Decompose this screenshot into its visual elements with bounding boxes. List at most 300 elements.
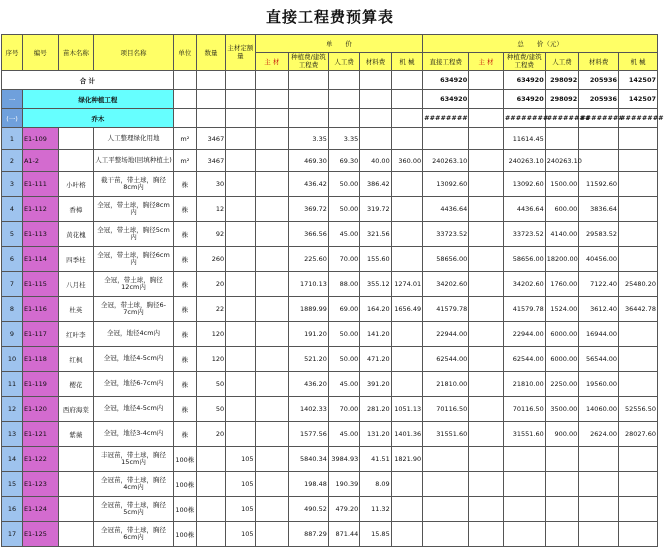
seq-cell: 9 (2, 322, 23, 347)
table-row (2, 372, 658, 397)
seq-cell: 8 (2, 297, 23, 322)
main-material-cell (255, 297, 289, 322)
total-material-cell (579, 447, 619, 472)
header-direct-fee: 直接工程费 (423, 53, 469, 71)
labor-cell: 45.00 (328, 422, 359, 447)
header-plant: 苗木名称 (58, 35, 94, 71)
header-unit: 单位 (173, 35, 196, 71)
total-machine-cell: 28027.60 (619, 422, 658, 447)
header-material: 材料费 (360, 53, 391, 71)
total-plant-build-fee-cell: 62544.00 (503, 347, 545, 372)
total-machine-cell (619, 497, 658, 522)
header-total-main-material: 主 材 (469, 53, 504, 71)
seq-cell: 4 (2, 197, 23, 222)
tree-seq: (一) (2, 109, 23, 128)
seq-cell: 13 (2, 422, 23, 447)
plant-cell (58, 447, 94, 472)
total-main-material-cell (469, 297, 504, 322)
material-cell: 355.12 (360, 272, 391, 297)
qty-cell: 20 (196, 272, 225, 297)
unit-cell: 株 (173, 222, 196, 247)
qty-cell: 3467 (196, 128, 225, 150)
unit-cell: 株 (173, 247, 196, 272)
table-row (2, 422, 658, 447)
total-main-material-cell (469, 372, 504, 397)
machine-cell: 1274.01 (391, 272, 422, 297)
unit-cell: 株 (173, 372, 196, 397)
plant-build-fee-cell: 1577.56 (289, 422, 329, 447)
code-cell: A1-2 (22, 150, 58, 172)
qty-cell: 50 (196, 397, 225, 422)
item-cell: 全冠，带土球，胸径5cm内 (94, 222, 174, 247)
total-material-cell: 56544.00 (579, 347, 619, 372)
material-cell: 471.20 (360, 347, 391, 372)
total-material-cell (579, 497, 619, 522)
material-cell: 11.32 (360, 497, 391, 522)
total-main-material-cell (469, 128, 504, 150)
main-material-cell (255, 247, 289, 272)
quota-cell (226, 397, 255, 422)
material-cell: 8.09 (360, 472, 391, 497)
total-labor-cell: 1500.00 (545, 172, 579, 197)
table-row (2, 322, 658, 347)
labor-cell: 3984.93 (328, 447, 359, 472)
plant-cell: 红枫 (58, 347, 94, 372)
total-machine-cell (619, 447, 658, 472)
item-cell: 全冠，带土球，胸径6cm内 (94, 247, 174, 272)
item-cell: 全冠，地径6-7cm内 (94, 372, 174, 397)
total-main-material-cell (469, 522, 504, 547)
budget-table (1, 34, 664, 547)
main-material-cell (255, 347, 289, 372)
item-cell: 全冠，带土球，胸径12cm内 (94, 272, 174, 297)
tree-hash-labor: ######## (545, 109, 579, 128)
total-machine-cell (619, 347, 658, 372)
seq-cell: 2 (2, 150, 23, 172)
total-labor: 298092 (545, 71, 579, 90)
total-machine-cell: 25480.20 (619, 272, 658, 297)
material-cell: 141.20 (360, 322, 391, 347)
plant-cell (58, 128, 94, 150)
code-cell: E1-120 (22, 397, 58, 422)
green-row (2, 90, 658, 109)
header-labor: 人工费 (328, 53, 359, 71)
quota-cell (226, 197, 255, 222)
total-main-material-cell (469, 172, 504, 197)
labor-cell: 45.00 (328, 222, 359, 247)
total-machine-cell (619, 522, 658, 547)
plant-cell: 八月桂 (58, 272, 94, 297)
main-material-cell (255, 522, 289, 547)
qty-cell: 30 (196, 172, 225, 197)
total-machine-cell: 52556.50 (619, 397, 658, 422)
code-cell: E1-114 (22, 247, 58, 272)
table-row (2, 172, 658, 197)
quota-cell (226, 347, 255, 372)
qty-cell: 20 (196, 422, 225, 447)
total-labor-cell (545, 447, 579, 472)
material-cell: 281.20 (360, 397, 391, 422)
sheet-title: 直接工程费预算表 (265, 8, 394, 26)
unit-cell: 株 (173, 172, 196, 197)
total-direct: 634920 (423, 71, 469, 90)
material-cell: 155.60 (360, 247, 391, 272)
table-row (2, 472, 658, 497)
total-labor-cell (545, 128, 579, 150)
header-total-price: 总 价（元） (423, 35, 658, 53)
quota-cell (226, 322, 255, 347)
main-material-cell (255, 422, 289, 447)
total-material-cell (579, 150, 619, 172)
code-cell: E1-121 (22, 422, 58, 447)
code-cell: E1-118 (22, 347, 58, 372)
labor-cell: 190.39 (328, 472, 359, 497)
seq-cell: 1 (2, 128, 23, 150)
labor-cell: 70.00 (328, 247, 359, 272)
table-row (2, 128, 658, 150)
machine-cell (391, 372, 422, 397)
tree-hash-material: ######## (579, 109, 619, 128)
qty-cell: 120 (196, 322, 225, 347)
plant-build-fee-cell: 369.72 (289, 197, 329, 222)
item-cell: 全冠，地径4-5cm内 (94, 347, 174, 372)
quota-cell (226, 422, 255, 447)
total-labor-cell: 240263.10 (545, 150, 579, 172)
table-row (2, 347, 658, 372)
code-cell: E1-123 (22, 472, 58, 497)
header-code: 编号 (22, 35, 58, 71)
total-row (2, 71, 658, 90)
header-main-material-quota: 主材定额量 (226, 35, 255, 71)
machine-cell: 1051.13 (391, 397, 422, 422)
labor-cell: 479.20 (328, 497, 359, 522)
total-machine-cell (619, 197, 658, 222)
main-material-cell (255, 397, 289, 422)
total-labor-cell (545, 497, 579, 522)
direct-fee-cell (423, 128, 469, 150)
total-material-cell: 3612.40 (579, 297, 619, 322)
total-material-cell: 16944.00 (579, 322, 619, 347)
direct-fee-cell: 58656.00 (423, 247, 469, 272)
labor-cell: 69.00 (328, 297, 359, 322)
total-labor-cell: 1760.00 (545, 272, 579, 297)
total-main-material-cell (469, 322, 504, 347)
header-item: 项目名称 (94, 35, 174, 71)
machine-cell (391, 197, 422, 222)
unit-cell: 株 (173, 197, 196, 222)
total-material: 205936 (579, 71, 619, 90)
green-direct: 634920 (423, 90, 469, 109)
machine-cell: 1821.90 (391, 447, 422, 472)
total-machine-cell (619, 222, 658, 247)
labor-cell: 70.00 (328, 397, 359, 422)
main-material-cell (255, 447, 289, 472)
tree-name: 乔木 (22, 109, 173, 128)
machine-cell: 360.00 (391, 150, 422, 172)
code-cell: E1-111 (22, 172, 58, 197)
total-plant-build-fee-cell: 41579.78 (503, 297, 545, 322)
qty-cell (196, 472, 225, 497)
direct-fee-cell: 22944.00 (423, 322, 469, 347)
quota-cell (226, 272, 255, 297)
machine-cell: 1656.49 (391, 297, 422, 322)
labor-cell: 871.44 (328, 522, 359, 547)
unit-cell: 株 (173, 272, 196, 297)
total-main-material-cell (469, 397, 504, 422)
plant-build-fee-cell: 490.52 (289, 497, 329, 522)
total-machine-cell: 36442.78 (619, 297, 658, 322)
plant-build-fee-cell: 191.20 (289, 322, 329, 347)
quota-cell (226, 172, 255, 197)
main-material-cell (255, 197, 289, 222)
direct-fee-cell: 31551.60 (423, 422, 469, 447)
seq-cell: 10 (2, 347, 23, 372)
table-row (2, 522, 658, 547)
plant-cell (58, 497, 94, 522)
item-cell: 全冠苗，带土球，胸径4cm内 (94, 472, 174, 497)
main-material-cell (255, 472, 289, 497)
header-machine: 机 械 (391, 53, 422, 71)
main-material-cell (255, 128, 289, 150)
total-labor-cell: 2250.00 (545, 372, 579, 397)
unit-cell: m² (173, 128, 196, 150)
green-plant-build: 634920 (503, 90, 545, 109)
direct-fee-cell (423, 447, 469, 472)
qty-cell: 50 (196, 372, 225, 397)
plant-cell: 樱花 (58, 372, 94, 397)
machine-cell (391, 522, 422, 547)
plant-build-fee-cell: 225.60 (289, 247, 329, 272)
total-plant-build-fee-cell: 13092.60 (503, 172, 545, 197)
main-material-cell (255, 322, 289, 347)
direct-fee-cell: 41579.78 (423, 297, 469, 322)
item-cell: 丰冠苗，带土球，胸径15cm内 (94, 447, 174, 472)
qty-cell (196, 522, 225, 547)
total-plant-build-fee-cell: 31551.60 (503, 422, 545, 447)
total-labor-cell: 18200.00 (545, 247, 579, 272)
code-cell: E1-109 (22, 128, 58, 150)
total-plant-build-fee-cell: 34202.60 (503, 272, 545, 297)
total-material-cell: 2624.00 (579, 422, 619, 447)
plant-cell: 西府海棠 (58, 397, 94, 422)
main-material-cell (255, 172, 289, 197)
item-cell: 全冠，地径4-5cm内 (94, 397, 174, 422)
green-seq: 一 (2, 90, 23, 109)
plant-cell (58, 522, 94, 547)
total-main-material-cell (469, 447, 504, 472)
seq-cell: 6 (2, 247, 23, 272)
unit-cell: 株 (173, 322, 196, 347)
total-main-material-cell (469, 222, 504, 247)
table-row (2, 222, 658, 247)
green-material: 205936 (579, 90, 619, 109)
quota-cell (226, 372, 255, 397)
seq-cell: 17 (2, 522, 23, 547)
item-cell: 人工平整场地(回填种植土) (94, 150, 174, 172)
total-material-cell (579, 128, 619, 150)
machine-cell (391, 472, 422, 497)
qty-cell: 120 (196, 347, 225, 372)
plant-build-fee-cell: 436.42 (289, 172, 329, 197)
item-cell: 截干苗，带土球，胸径8cm内 (94, 172, 174, 197)
quota-cell (226, 247, 255, 272)
header-plant-build-fee: 种植费/建筑工程费 (289, 53, 329, 71)
total-labor-cell: 6000.00 (545, 322, 579, 347)
header-qty: 数量 (196, 35, 225, 71)
quota-cell: 105 (226, 447, 255, 472)
labor-cell: 69.30 (328, 150, 359, 172)
table-row (2, 297, 658, 322)
unit-cell: 100株 (173, 497, 196, 522)
header-seq: 序号 (2, 35, 23, 71)
material-cell: 321.56 (360, 222, 391, 247)
total-labor-cell: 6000.00 (545, 347, 579, 372)
direct-fee-cell: 21810.00 (423, 372, 469, 397)
direct-fee-cell: 70116.50 (423, 397, 469, 422)
direct-fee-cell: 13092.60 (423, 172, 469, 197)
total-plant-build: 634920 (503, 71, 545, 90)
total-material-cell: 14060.00 (579, 397, 619, 422)
plant-build-fee-cell: 436.20 (289, 372, 329, 397)
machine-cell (391, 222, 422, 247)
quota-cell (226, 150, 255, 172)
code-cell: E1-124 (22, 497, 58, 522)
code-cell: E1-112 (22, 197, 58, 222)
direct-fee-cell: 240263.10 (423, 150, 469, 172)
machine-cell (391, 497, 422, 522)
unit-cell: 株 (173, 297, 196, 322)
plant-build-fee-cell: 1402.33 (289, 397, 329, 422)
plant-cell: 杜英 (58, 297, 94, 322)
qty-cell: 92 (196, 222, 225, 247)
labor-cell: 50.00 (328, 347, 359, 372)
table-row (2, 247, 658, 272)
machine-cell (391, 247, 422, 272)
total-material-cell (579, 472, 619, 497)
plant-cell: 香樟 (58, 197, 94, 222)
item-cell: 全冠，带土球，胸径8cm内 (94, 197, 174, 222)
item-cell: 全冠，地径4cm内 (94, 322, 174, 347)
direct-fee-cell: 62544.00 (423, 347, 469, 372)
table-row (2, 272, 658, 297)
labor-cell: 50.00 (328, 197, 359, 222)
total-plant-build-fee-cell (503, 497, 545, 522)
code-cell: E1-125 (22, 522, 58, 547)
header-total-machine: 机 械 (619, 53, 658, 71)
seq-cell: 11 (2, 372, 23, 397)
plant-build-fee-cell: 1710.13 (289, 272, 329, 297)
total-material-cell: 7122.40 (579, 272, 619, 297)
seq-cell: 12 (2, 397, 23, 422)
plant-cell: 黄花槐 (58, 222, 94, 247)
material-cell: 391.20 (360, 372, 391, 397)
total-labor-cell: 900.00 (545, 422, 579, 447)
item-cell: 全冠，带土球，胸径6-7cm内 (94, 297, 174, 322)
unit-cell: 株 (173, 422, 196, 447)
direct-fee-cell: 34202.60 (423, 272, 469, 297)
total-labor-cell: 600.00 (545, 197, 579, 222)
labor-cell: 45.00 (328, 372, 359, 397)
total-labor-cell (545, 472, 579, 497)
total-plant-build-fee-cell (503, 472, 545, 497)
seq-cell: 3 (2, 172, 23, 197)
quota-cell: 105 (226, 497, 255, 522)
machine-cell (391, 347, 422, 372)
total-material-cell: 29583.52 (579, 222, 619, 247)
item-cell: 全冠苗，带土球，胸径5cm内 (94, 497, 174, 522)
total-machine-cell (619, 247, 658, 272)
total-main-material-cell (469, 472, 504, 497)
plant-build-fee-cell: 1889.99 (289, 297, 329, 322)
total-labor-cell: 1524.00 (545, 297, 579, 322)
green-name: 绿化种植工程 (22, 90, 173, 109)
total-labor-cell: 3500.00 (545, 397, 579, 422)
table-row (2, 447, 658, 472)
tree-hash-direct: ######## (423, 109, 469, 128)
main-material-cell (255, 150, 289, 172)
tree-hash-machine: ######## (619, 109, 658, 128)
unit-cell: 株 (173, 347, 196, 372)
seq-cell: 14 (2, 447, 23, 472)
plant-cell (58, 472, 94, 497)
quota-cell: 105 (226, 522, 255, 547)
unit-cell: 100株 (173, 447, 196, 472)
header-total-material: 材料费 (579, 53, 619, 71)
total-label: 合 计 (2, 71, 174, 90)
total-plant-build-fee-cell (503, 522, 545, 547)
material-cell: 41.51 (360, 447, 391, 472)
unit-cell: 100株 (173, 522, 196, 547)
direct-fee-cell: 4436.64 (423, 197, 469, 222)
plant-cell: 紫薇 (58, 422, 94, 447)
plant-cell: 红叶李 (58, 322, 94, 347)
total-plant-build-fee-cell: 22944.00 (503, 322, 545, 347)
code-cell: E1-119 (22, 372, 58, 397)
plant-build-fee-cell: 887.29 (289, 522, 329, 547)
total-machine-cell (619, 172, 658, 197)
item-cell: 全冠，地径3-4cm内 (94, 422, 174, 447)
machine-cell (391, 128, 422, 150)
table-row (2, 150, 658, 172)
plant-build-fee-cell: 521.20 (289, 347, 329, 372)
total-plant-build-fee-cell: 240263.10 (503, 150, 545, 172)
material-cell (360, 128, 391, 150)
table-row (2, 497, 658, 522)
main-material-cell (255, 497, 289, 522)
labor-cell: 88.00 (328, 272, 359, 297)
material-cell: 131.20 (360, 422, 391, 447)
total-machine-cell (619, 372, 658, 397)
qty-cell (196, 447, 225, 472)
labor-cell: 3.35 (328, 128, 359, 150)
seq-cell: 15 (2, 472, 23, 497)
code-cell: E1-115 (22, 272, 58, 297)
total-machine-cell (619, 150, 658, 172)
total-material-cell: 40456.00 (579, 247, 619, 272)
header-unit-price: 单 价 (255, 35, 423, 53)
quota-cell: 105 (226, 472, 255, 497)
unit-cell: 100株 (173, 472, 196, 497)
plant-build-fee-cell: 366.56 (289, 222, 329, 247)
qty-cell: 22 (196, 297, 225, 322)
plant-build-fee-cell: 5840.34 (289, 447, 329, 472)
qty-cell (196, 497, 225, 522)
machine-cell (391, 322, 422, 347)
material-cell: 164.20 (360, 297, 391, 322)
unit-cell: m² (173, 150, 196, 172)
total-plant-build-fee-cell (503, 447, 545, 472)
total-main-material-cell (469, 247, 504, 272)
